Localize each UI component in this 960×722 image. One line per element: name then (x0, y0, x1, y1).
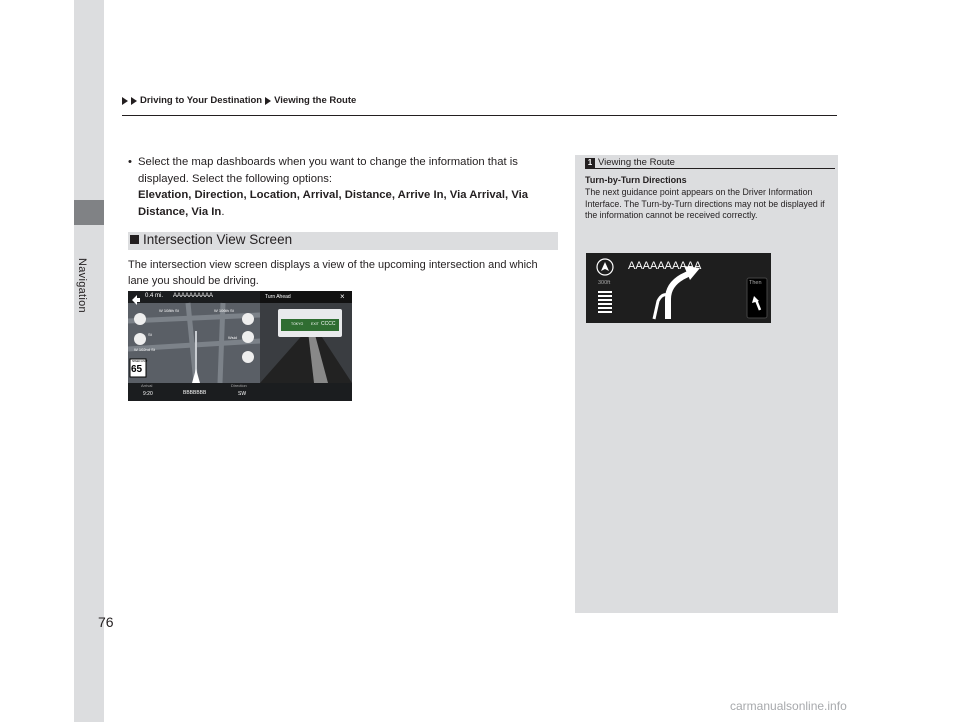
page-number: 76 (98, 614, 114, 630)
street-label: W 102nd St (134, 347, 155, 352)
note-heading (585, 157, 675, 168)
breadcrumb-arrow-icon (122, 97, 128, 105)
square-icon (130, 235, 139, 244)
street-label: Wsid (228, 335, 237, 340)
distance-readout: 0.4 mi. (145, 293, 164, 299)
turn-street-name: AAAAAAAAAA (628, 260, 702, 272)
section-heading (130, 232, 292, 247)
speed-limit-label: SPEED LIMIT (132, 360, 148, 363)
dashboard-middle-value: BBBBBBB (183, 390, 207, 396)
side-note-panel (575, 155, 838, 613)
bullet-text (138, 154, 548, 220)
bullet-marker: • (128, 156, 132, 168)
street-label: St (148, 332, 152, 337)
street-label: W 108th St (159, 308, 179, 313)
note-heading-text: Viewing the Route (598, 157, 675, 168)
bullet-intro: Select the map dashboards when you want to change the information that is displayed. Select the following options: (138, 156, 518, 185)
breadcrumb (122, 95, 356, 106)
sign-left-text: TOKYO (291, 322, 304, 326)
bullet-end: . (221, 205, 225, 218)
speed-limit-value: 65 (131, 364, 143, 375)
header-rule (122, 115, 837, 116)
sign-exit-text: EXIT (311, 322, 319, 326)
intersection-view-screenshot (128, 291, 352, 401)
breadcrumb-arrow-icon (131, 97, 137, 105)
bullet-options: Elevation, Direction, Location, Arrival, Distance, Arrive In, Via Arrival, Via Distance, Via In (138, 189, 529, 218)
bullet-item (128, 154, 548, 220)
side-tab-marker (74, 200, 104, 225)
watermark: carmanualsonline.info (730, 699, 847, 713)
note-body: The next guidance point appears on the Driver Information Interface. The Turn-by-Turn directions may not be displayed if the information cannot be received correctly. (585, 187, 825, 220)
turn-by-turn-screenshot (586, 253, 771, 323)
note-rule (585, 168, 835, 169)
sign-destination-text: CCCC (321, 321, 336, 327)
direction-label: Direction (231, 383, 247, 388)
arrival-value: 9:20 (143, 391, 153, 397)
direction-value: SW (238, 391, 247, 397)
then-label: Then (749, 280, 762, 286)
breadcrumb-part-1: Driving to Your Destination (140, 95, 263, 106)
note-reference-icon: 1 (585, 158, 595, 168)
turn-ahead-label: Turn Ahead (265, 294, 291, 300)
section-side-label: Navigation (76, 258, 88, 313)
breadcrumb-part-2: Viewing the Route (274, 95, 357, 106)
arrival-label: Arrival (141, 383, 153, 388)
turn-distance: 300ft (598, 280, 611, 286)
intro-paragraph: The intersection view screen displays a view of the upcoming intersection and which lane you should be driving. (128, 259, 538, 287)
close-icon[interactable]: × (340, 292, 345, 301)
street-readout: AAAAAAAAAA (173, 293, 214, 299)
note-subheading: Turn-by-Turn Directions (585, 175, 687, 185)
breadcrumb-arrow-icon (265, 97, 271, 105)
street-label: W 106th St (214, 308, 234, 313)
section-heading-text: Intersection View Screen (143, 232, 293, 247)
